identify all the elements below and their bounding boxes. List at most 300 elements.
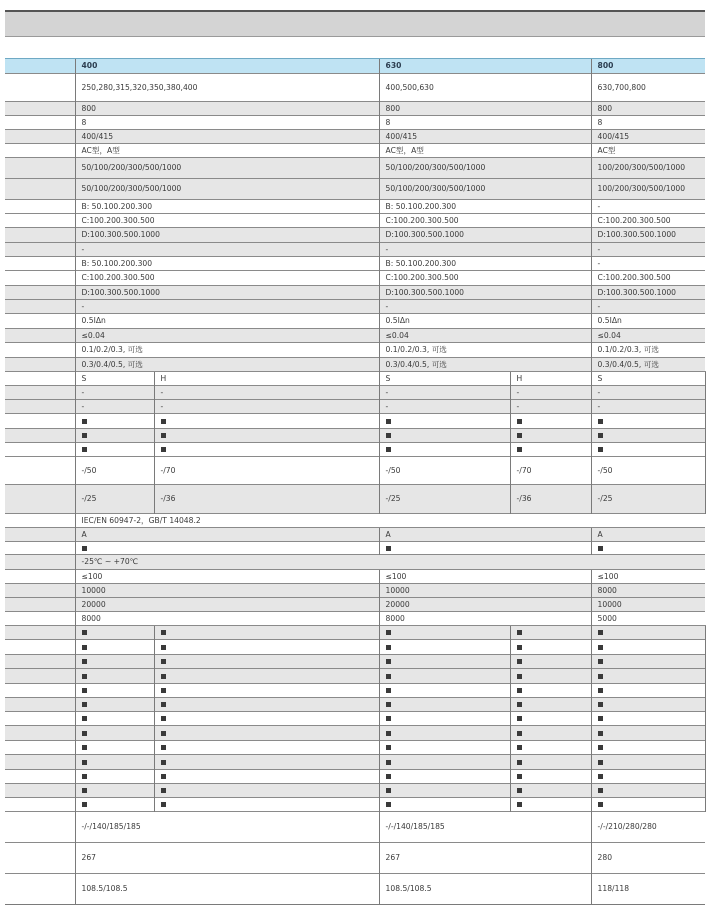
filled-square-icon	[386, 674, 391, 679]
table-row	[5, 74, 705, 102]
filled-square-icon	[598, 447, 603, 452]
feature-available-cell	[591, 770, 705, 784]
spec-value-cell: -/-/140/185/185	[75, 812, 379, 843]
feature-available-cell	[591, 640, 705, 655]
filled-square-icon	[161, 659, 166, 664]
filled-square-icon	[82, 630, 87, 635]
filled-square-icon	[82, 716, 87, 721]
filled-square-icon	[82, 731, 87, 736]
spec-value-cell: -/70	[510, 457, 591, 485]
table-row	[5, 257, 705, 271]
filled-square-icon	[598, 433, 603, 438]
feature-available-cell	[591, 669, 705, 684]
row-label-cell	[5, 130, 75, 144]
spec-value-cell: 400/415	[75, 130, 379, 144]
filled-square-icon	[386, 731, 391, 736]
feature-available-cell	[379, 726, 510, 741]
filled-square-icon	[598, 802, 603, 807]
table-row	[5, 741, 705, 755]
row-label-cell	[5, 300, 75, 314]
feature-available-cell	[75, 429, 154, 443]
spec-value-cell: -/-/210/280/280	[591, 812, 705, 843]
row-label-cell	[5, 798, 75, 812]
table-row	[5, 300, 705, 314]
feature-available-cell	[379, 414, 510, 429]
table-row	[5, 286, 705, 300]
table-row	[5, 457, 705, 485]
table-row	[5, 414, 705, 429]
filled-square-icon	[386, 688, 391, 693]
table-row	[5, 843, 705, 874]
feature-available-cell	[591, 655, 705, 669]
spec-value-cell: -/36	[154, 485, 379, 514]
row-label-cell	[5, 358, 75, 372]
table-row	[5, 116, 705, 130]
table-row	[5, 200, 705, 214]
feature-available-cell	[154, 684, 379, 698]
spec-value-cell: -	[510, 400, 591, 414]
row-label-cell	[5, 74, 75, 102]
spec-value-cell: AC型，A型	[75, 144, 379, 158]
spec-value-cell: ≤100	[75, 570, 379, 584]
spec-value-cell: -	[379, 400, 510, 414]
spec-value-cell: 0.3/0.4/0.5, 可选	[75, 358, 379, 372]
filled-square-icon	[598, 688, 603, 693]
feature-available-cell	[591, 784, 705, 798]
row-label-cell	[5, 116, 75, 130]
filled-square-icon	[598, 645, 603, 650]
table-row	[5, 485, 705, 514]
spec-value-cell: -	[75, 400, 154, 414]
table-row	[5, 655, 705, 669]
feature-available-cell	[75, 414, 154, 429]
spec-value-cell: 0.5IΔn	[75, 314, 379, 329]
table-row	[5, 443, 705, 457]
filled-square-icon	[517, 630, 522, 635]
filled-square-icon	[517, 419, 522, 424]
filled-square-icon	[517, 674, 522, 679]
feature-available-cell	[379, 429, 510, 443]
filled-square-icon	[386, 802, 391, 807]
spec-value-cell: -	[591, 257, 705, 271]
spec-value-cell: D:100.300.500.1000	[75, 286, 379, 300]
spec-value-cell: 8	[591, 116, 705, 130]
feature-available-cell	[510, 741, 591, 755]
row-label-cell	[5, 179, 75, 200]
spec-value-cell: ≤0.04	[591, 329, 705, 343]
spec-value-cell: -	[154, 400, 379, 414]
row-label-cell	[5, 200, 75, 214]
spec-value-cell: 8	[379, 116, 591, 130]
spec-value-cell: -	[75, 300, 379, 314]
table-header-row	[5, 59, 705, 74]
feature-available-cell	[154, 655, 379, 669]
spec-value-cell: -/50	[591, 457, 705, 485]
spec-value-cell: C:100.200.300.500	[379, 271, 591, 286]
table-row	[5, 784, 705, 798]
table-row	[5, 130, 705, 144]
spec-value-cell: 108.5/108.5	[75, 874, 379, 905]
spec-value-cell: 800	[379, 102, 591, 116]
feature-available-cell	[154, 798, 379, 812]
filled-square-icon	[161, 674, 166, 679]
row-label-cell	[5, 214, 75, 228]
row-label-cell	[5, 414, 75, 429]
spec-value-cell: 0.1/0.2/0.3, 可选	[379, 343, 591, 358]
spec-value-cell: -	[591, 200, 705, 214]
spec-value-cell: -	[75, 386, 154, 400]
filled-square-icon	[517, 447, 522, 452]
feature-available-cell	[510, 698, 591, 712]
spec-value-cell: -	[379, 300, 591, 314]
row-label-cell	[5, 144, 75, 158]
feature-available-cell	[154, 443, 379, 457]
filled-square-icon	[161, 745, 166, 750]
filled-square-icon	[161, 688, 166, 693]
spec-value-cell: A	[379, 528, 591, 542]
feature-available-cell	[510, 784, 591, 798]
spec-value-cell: -	[379, 243, 591, 257]
filled-square-icon	[161, 419, 166, 424]
table-row	[5, 874, 705, 905]
spec-value-cell: ≤100	[379, 570, 591, 584]
spec-value-cell: 10000	[591, 598, 705, 612]
table-row	[5, 726, 705, 741]
feature-available-cell	[510, 655, 591, 669]
spec-value-cell: B: 50.100.200.300	[379, 200, 591, 214]
spec-value-cell: 50/100/200/300/500/1000	[75, 158, 379, 179]
spec-value-cell: D:100.300.500.1000	[591, 228, 705, 243]
row-label-cell	[5, 755, 75, 770]
filled-square-icon	[598, 630, 603, 635]
feature-available-cell	[510, 414, 591, 429]
filled-square-icon	[517, 745, 522, 750]
spec-value-cell: 0.1/0.2/0.3, 可选	[591, 343, 705, 358]
spec-value-cell: C:100.200.300.500	[75, 214, 379, 228]
feature-available-cell	[75, 443, 154, 457]
spec-value-cell: IEC/EN 60947-2，GB/T 14048.2	[75, 514, 705, 528]
spec-value-cell: -	[379, 386, 510, 400]
row-label-cell	[5, 684, 75, 698]
filled-square-icon	[82, 774, 87, 779]
feature-available-cell	[591, 443, 705, 457]
spec-value-cell: -	[510, 386, 591, 400]
table-row	[5, 626, 705, 640]
spec-value-cell: -	[75, 243, 379, 257]
spec-value-cell: A	[591, 528, 705, 542]
row-label-cell	[5, 669, 75, 684]
row-label-cell	[5, 443, 75, 457]
table-row	[5, 179, 705, 200]
feature-available-cell	[510, 443, 591, 457]
spec-value-cell: 8000	[591, 584, 705, 598]
row-label-cell	[5, 640, 75, 655]
feature-available-cell	[154, 726, 379, 741]
spec-value-cell: S	[379, 372, 510, 386]
spec-value-cell: 0.5IΔn	[591, 314, 705, 329]
row-label-cell	[5, 243, 75, 257]
filled-square-icon	[517, 645, 522, 650]
filled-square-icon	[386, 630, 391, 635]
feature-available-cell	[75, 640, 154, 655]
spec-value-cell: C:100.200.300.500	[591, 271, 705, 286]
table-row	[5, 555, 705, 570]
filled-square-icon	[598, 716, 603, 721]
spec-value-cell: -/25	[379, 485, 510, 514]
spec-value-cell: 0.3/0.4/0.5, 可选	[591, 358, 705, 372]
feature-available-cell	[75, 542, 379, 555]
spec-value-cell: -	[591, 386, 705, 400]
row-label-cell	[5, 257, 75, 271]
filled-square-icon	[161, 731, 166, 736]
filled-square-icon	[598, 774, 603, 779]
spec-value-cell: B: 50.100.200.300	[379, 257, 591, 271]
spec-value-cell: 10000	[75, 584, 379, 598]
feature-available-cell	[75, 755, 154, 770]
feature-available-cell	[510, 755, 591, 770]
spec-value-cell: 280	[591, 843, 705, 874]
table-row	[5, 712, 705, 726]
spec-value-cell: H	[510, 372, 591, 386]
spec-value-cell: D:100.300.500.1000	[379, 286, 591, 300]
filled-square-icon	[517, 702, 522, 707]
feature-available-cell	[379, 542, 591, 555]
filled-square-icon	[517, 659, 522, 664]
spec-value-cell: 8000	[75, 612, 379, 626]
filled-square-icon	[386, 716, 391, 721]
table-row	[5, 343, 705, 358]
feature-available-cell	[591, 755, 705, 770]
spec-value-cell: -/-/140/185/185	[379, 812, 591, 843]
feature-available-cell	[510, 684, 591, 698]
feature-available-cell	[379, 655, 510, 669]
spec-value-cell: D:100.300.500.1000	[75, 228, 379, 243]
feature-available-cell	[75, 698, 154, 712]
filled-square-icon	[386, 774, 391, 779]
table-row	[5, 386, 705, 400]
spec-value-cell: 100/200/300/500/1000	[591, 179, 705, 200]
filled-square-icon	[598, 659, 603, 664]
spec-value-cell: 20000	[75, 598, 379, 612]
filled-square-icon	[386, 745, 391, 750]
spec-value-cell: AC型	[591, 144, 705, 158]
row-label-cell	[5, 784, 75, 798]
table-row	[5, 329, 705, 343]
filled-square-icon	[82, 760, 87, 765]
row-label-cell	[5, 400, 75, 414]
filled-square-icon	[161, 433, 166, 438]
filled-square-icon	[82, 546, 87, 551]
feature-available-cell	[379, 640, 510, 655]
spec-value-cell: -	[591, 243, 705, 257]
spec-value-cell: C:100.200.300.500	[379, 214, 591, 228]
feature-available-cell	[154, 669, 379, 684]
row-label-cell	[5, 726, 75, 741]
spec-value-cell: -	[154, 386, 379, 400]
row-label-cell	[5, 584, 75, 598]
feature-available-cell	[379, 443, 510, 457]
table-row	[5, 429, 705, 443]
table-row	[5, 584, 705, 598]
feature-available-cell	[591, 626, 705, 640]
spec-value-cell: 400/415	[591, 130, 705, 144]
feature-available-cell	[591, 726, 705, 741]
row-label-cell	[5, 314, 75, 329]
spec-value-cell: 5000	[591, 612, 705, 626]
row-label-cell	[5, 812, 75, 843]
table-row	[5, 669, 705, 684]
filled-square-icon	[517, 774, 522, 779]
table-row	[5, 570, 705, 584]
row-label-cell	[5, 514, 75, 528]
filled-square-icon	[598, 731, 603, 736]
table-row	[5, 214, 705, 228]
row-label-cell	[5, 485, 75, 514]
spec-value-cell: 400/415	[379, 130, 591, 144]
table-row	[5, 158, 705, 179]
row-label-cell	[5, 874, 75, 905]
filled-square-icon	[161, 760, 166, 765]
row-label-cell	[5, 329, 75, 343]
feature-available-cell	[591, 741, 705, 755]
feature-available-cell	[591, 712, 705, 726]
filled-square-icon	[598, 788, 603, 793]
feature-available-cell	[591, 429, 705, 443]
filled-square-icon	[386, 645, 391, 650]
feature-available-cell	[154, 640, 379, 655]
spec-value-cell: C:100.200.300.500	[75, 271, 379, 286]
feature-available-cell	[154, 755, 379, 770]
spec-value-cell: ≤0.04	[75, 329, 379, 343]
spec-value-cell: 50/100/200/300/500/1000	[75, 179, 379, 200]
filled-square-icon	[517, 731, 522, 736]
spec-value-cell: 0.3/0.4/0.5, 可选	[379, 358, 591, 372]
feature-available-cell	[591, 698, 705, 712]
feature-available-cell	[75, 626, 154, 640]
filled-square-icon	[517, 788, 522, 793]
table-row	[5, 612, 705, 626]
spec-value-cell: 0.5IΔn	[379, 314, 591, 329]
row-label-cell	[5, 286, 75, 300]
row-label-cell	[5, 271, 75, 286]
feature-available-cell	[591, 414, 705, 429]
spec-value-cell: -/50	[75, 457, 154, 485]
row-label-cell	[5, 228, 75, 243]
frame-size-header: 800	[591, 59, 705, 74]
filled-square-icon	[82, 433, 87, 438]
feature-available-cell	[75, 684, 154, 698]
filled-square-icon	[82, 659, 87, 664]
filled-square-icon	[517, 688, 522, 693]
feature-available-cell	[75, 726, 154, 741]
row-label-cell	[5, 542, 75, 555]
table-row	[5, 314, 705, 329]
filled-square-icon	[82, 802, 87, 807]
feature-available-cell	[510, 429, 591, 443]
feature-available-cell	[379, 669, 510, 684]
feature-available-cell	[75, 784, 154, 798]
filled-square-icon	[598, 419, 603, 424]
row-label-cell	[5, 612, 75, 626]
feature-available-cell	[379, 712, 510, 726]
row-label-cell	[5, 372, 75, 386]
filled-square-icon	[386, 546, 391, 551]
row-label-cell	[5, 698, 75, 712]
spec-value-cell: A	[75, 528, 379, 542]
filled-square-icon	[161, 774, 166, 779]
feature-available-cell	[510, 798, 591, 812]
spec-value-cell: 267	[379, 843, 591, 874]
spec-value-cell: 400,500,630	[379, 74, 591, 102]
spec-value-cell: B: 50.100.200.300	[75, 200, 379, 214]
filled-square-icon	[161, 645, 166, 650]
row-label-cell	[5, 741, 75, 755]
filled-square-icon	[598, 674, 603, 679]
spec-value-cell: ≤0.04	[379, 329, 591, 343]
spec-value-cell: 118/118	[591, 874, 705, 905]
row-label-cell	[5, 555, 75, 570]
spec-value-cell: 250,280,315,320,350,380,400	[75, 74, 379, 102]
spec-value-cell: 8000	[379, 612, 591, 626]
table-row	[5, 528, 705, 542]
spec-value-cell: S	[75, 372, 154, 386]
filled-square-icon	[386, 702, 391, 707]
feature-available-cell	[510, 669, 591, 684]
filled-square-icon	[517, 802, 522, 807]
filled-square-icon	[386, 788, 391, 793]
row-label-cell	[5, 386, 75, 400]
filled-square-icon	[82, 419, 87, 424]
table-row	[5, 640, 705, 655]
filled-square-icon	[161, 630, 166, 635]
table-row	[5, 684, 705, 698]
filled-square-icon	[598, 745, 603, 750]
feature-available-cell	[154, 414, 379, 429]
feature-available-cell	[154, 770, 379, 784]
spec-value-cell: -	[591, 300, 705, 314]
spec-value-cell: 267	[75, 843, 379, 874]
spec-value-cell: D:100.300.500.1000	[379, 228, 591, 243]
filled-square-icon	[517, 716, 522, 721]
table-row	[5, 598, 705, 612]
spec-value-cell: 10000	[379, 584, 591, 598]
spec-value-cell: H	[154, 372, 379, 386]
table-row	[5, 812, 705, 843]
spec-value-cell: S	[591, 372, 705, 386]
feature-available-cell	[379, 755, 510, 770]
frame-size-header: 630	[379, 59, 591, 74]
table-row	[5, 102, 705, 116]
spec-value-cell: 800	[591, 102, 705, 116]
feature-available-cell	[154, 429, 379, 443]
feature-available-cell	[75, 712, 154, 726]
filled-square-icon	[82, 447, 87, 452]
table-row	[5, 372, 705, 386]
feature-available-cell	[591, 798, 705, 812]
spec-value-cell: 20000	[379, 598, 591, 612]
table-row	[5, 400, 705, 414]
filled-square-icon	[82, 745, 87, 750]
table-row	[5, 243, 705, 257]
spec-value-cell: 8	[75, 116, 379, 130]
filled-square-icon	[161, 788, 166, 793]
spec-value-cell: -/36	[510, 485, 591, 514]
spec-value-cell: 50/100/200/300/500/1000	[379, 158, 591, 179]
row-label-cell	[5, 457, 75, 485]
filled-square-icon	[82, 788, 87, 793]
filled-square-icon	[386, 659, 391, 664]
spec-value-cell: 100/200/300/500/1000	[591, 158, 705, 179]
